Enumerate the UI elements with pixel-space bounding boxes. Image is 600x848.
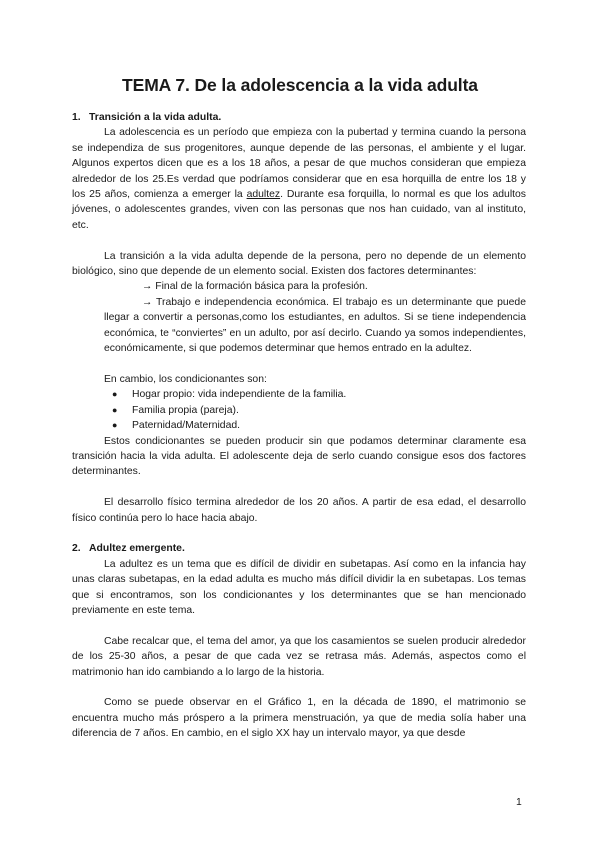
list-item-text: Hogar propio: vida independiente de la familia.	[132, 389, 347, 401]
section-1-paragraph-1	[72, 125, 526, 233]
section-1-title: Transición a la vida adulta.	[89, 112, 222, 123]
conditions-list	[72, 387, 526, 433]
list-item	[112, 418, 526, 433]
bullet-icon: ●	[112, 420, 118, 431]
section-2-paragraph-1: La adultez es un tema que es difícil de dividir en subetapas. Así como en la infancia hay unas claras subetapas, en la edad adulta es mucho más difícil dividir la en subetapas. Los temas que si encontramos, son los condicionantes y los determinantes que se han mencionado previamente en este tema.	[72, 558, 526, 616]
section-1-number: 1.	[72, 112, 81, 123]
section-2-number: 2.	[72, 543, 81, 555]
document-title: TEMA 7. De la adolescencia a la vida adulta	[122, 75, 478, 95]
list-item	[112, 387, 526, 402]
adultez-term: adultez	[246, 189, 281, 201]
section-1-paragraph-2: La transición a la vida adulta depende de la persona, pero no depende de un elemento biológico, sino que depende de un elemento social. Existen dos factores determinantes:	[72, 250, 526, 278]
bullet-icon: ●	[112, 389, 118, 400]
factor-item-2: → Trabajo e independencia económica. El trabajo es un determinante que puede llegar a convertir a personas,como los estudiantes, en adultos. Si se tiene independencia económica, te “conviertes” en un adulto, por así decirlo. Cuando ya somos independientes, económicamente, si que podemos determinar que hemos entrado en la adultez.	[104, 296, 526, 355]
list-item-text: Familia propia (pareja).	[132, 404, 239, 416]
section-1-paragraph-3: En cambio, los condicionantes son:	[104, 373, 267, 385]
section-2-paragraph-3: Como se puede observar en el Gráfico 1, en la década de 1890, el matrimonio se encuentra mucho más próspero a la primera menstruación, ya que de media solía haber una diferencia de 7 años. En cambio, en el siglo XX hay un intervalo mayor, ya que desde	[72, 697, 526, 740]
section-1-heading	[72, 110, 526, 125]
section-2-heading	[72, 541, 526, 556]
factor-item-1: → Final de la formación básica para la profesión.	[142, 281, 368, 293]
section-2-paragraph-2: Cabe recalcar que, el tema del amor, ya que los casamientos se suelen producir alrededor de los 25-30 años, a pesar de que cada vez se retrasa más. Además, aspectos como el matrimonio han ido cambiando a lo largo de la historia.	[72, 635, 526, 678]
list-item	[112, 403, 526, 418]
list-item-text: Paternidad/Maternidad.	[132, 420, 241, 432]
document-body	[72, 110, 526, 742]
page-number: 1	[516, 797, 522, 808]
paragraph-text: La adolescencia es un período que empieza con la pubertad y termina cuando la persona se independiza de sus progenitores, aunque depende de las personas, el ambiente y el lugar. Algunos expertos dicen que es a los 18 años, a pesar de que muchos consideran que empieza alrededor de los 25.Es verdad que podríamos considerar que en esa horquilla de entre los 18 y los 25 años, comienza a emerger la	[72, 127, 526, 201]
section-2-title: Adultez emergente.	[89, 543, 185, 555]
paragraph-text: . Durante esa forquilla, lo normal es que los adultos jóvenes, o adolescentes grandes, viven con las personas que nos han cuidado, van al instituto, etc.	[72, 189, 526, 231]
section-1-paragraph-4: Estos condicionantes se pueden producir sin que podamos determinar claramente esa transición hacia la vida adulta. El adolescente deja de serlo cuando consigue esos dos factores determinantes.	[72, 435, 526, 478]
section-1-paragraph-5: El desarrollo físico termina alrededor de los 20 años. A partir de esa edad, el desarrollo físico continúa pero lo hace hacia abajo.	[72, 497, 526, 524]
bullet-icon: ●	[112, 404, 118, 415]
